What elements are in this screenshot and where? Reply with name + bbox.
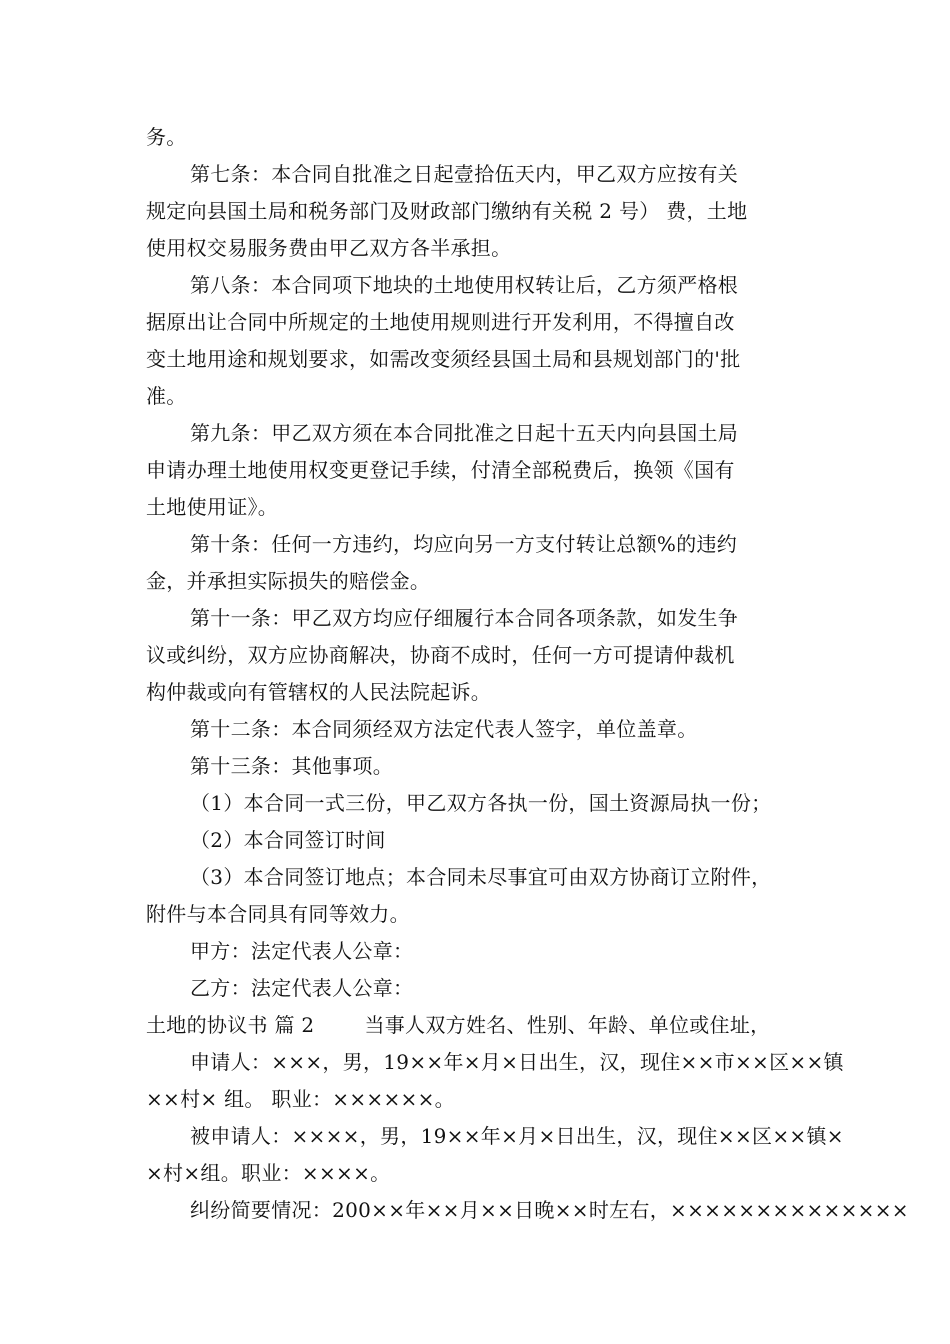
article-9-line-2: 申请办理土地使用权变更登记手续，付清全部税费后，换领《国有 — [146, 458, 735, 482]
item-3-line-1: （3）本合同签订地点；本合同未尽事宜可由双方协商订立附件， — [190, 865, 772, 889]
article-10-line-1: 第十条：任何一方违约，均应向另一方支付转让总额%的违约 — [190, 532, 738, 556]
party-a-line: 甲方：法定代表人公章： — [190, 939, 414, 963]
applicant-line-2: ××村× 组。 职业：××××××。 — [146, 1087, 455, 1111]
article-8-line-3: 变土地用途和规划要求，如需改变须经县国土局和县规划部门的'批 — [146, 347, 741, 371]
article-7-line-1: 第七条：本合同自批准之日起壹拾伍天内，甲乙双方应按有关 — [190, 162, 739, 186]
article-12-line: 第十二条：本合同须经双方法定代表人签字，单位盖章。 — [190, 717, 698, 741]
dispute-summary-line: 纠纷简要情况：200××年××月××日晚××时左右，×××××××××××××× — [190, 1198, 909, 1222]
applicant-line-1: 申请人：×××，男，19××年×月×日出生，汉，现住××市××区××镇 — [190, 1050, 844, 1074]
article-13-line: 第十三条：其他事项。 — [190, 754, 393, 778]
item-1-line: （1）本合同一式三份，甲乙双方各执一份，国土资源局执一份； — [190, 791, 772, 815]
article-7-line-3: 使用权交易服务费由甲乙双方各半承担。 — [146, 236, 512, 260]
article-8-line-4: 准。 — [146, 384, 187, 408]
section-heading-line — [146, 1010, 826, 1040]
section-intro: 当事人双方姓名、性别、年龄、单位或住址， — [364, 1013, 771, 1037]
respondent-line-2: ×村×组。职业：××××。 — [146, 1161, 391, 1185]
section-title: 土地的协议书 篇 2 — [146, 1013, 315, 1037]
article-8-line-2: 据原出让合同中所规定的土地使用规则进行开发利用，不得擅自改 — [146, 310, 735, 334]
article-11-line-3: 构仲裁或向有管辖权的人民法院起诉。 — [146, 680, 492, 704]
item-2-line: （2）本合同签订时间 — [190, 828, 386, 852]
item-3-line-2: 附件与本合同具有同等效力。 — [146, 902, 410, 926]
article-8-line-1: 第八条：本合同项下地块的土地使用权转让后，乙方须严格根 — [190, 273, 739, 297]
article-10-line-2: 金，并承担实际损失的赔偿金。 — [146, 569, 431, 593]
party-b-line: 乙方：法定代表人公章： — [190, 976, 414, 1000]
article-9-line-3: 土地使用证》。 — [146, 495, 279, 519]
article-11-line-2: 议或纠纷，双方应协商解决，协商不成时，任何一方可提请仲裁机 — [146, 643, 735, 667]
article-7-line-2: 规定向县国土局和税务部门及财政部门缴纳有关税 2 号） 费，土地 — [146, 199, 748, 223]
article-11-line-1: 第十一条：甲乙双方均应仔细履行本合同各项条款，如发生争 — [190, 606, 739, 630]
respondent-line-1: 被申请人：××××，男，19××年×月×日出生，汉，现住××区××镇× — [190, 1124, 844, 1148]
article-9-line-1: 第九条：甲乙双方须在本合同批准之日起十五天内向县国土局 — [190, 421, 739, 445]
paragraph-line: 务。 — [146, 125, 187, 149]
